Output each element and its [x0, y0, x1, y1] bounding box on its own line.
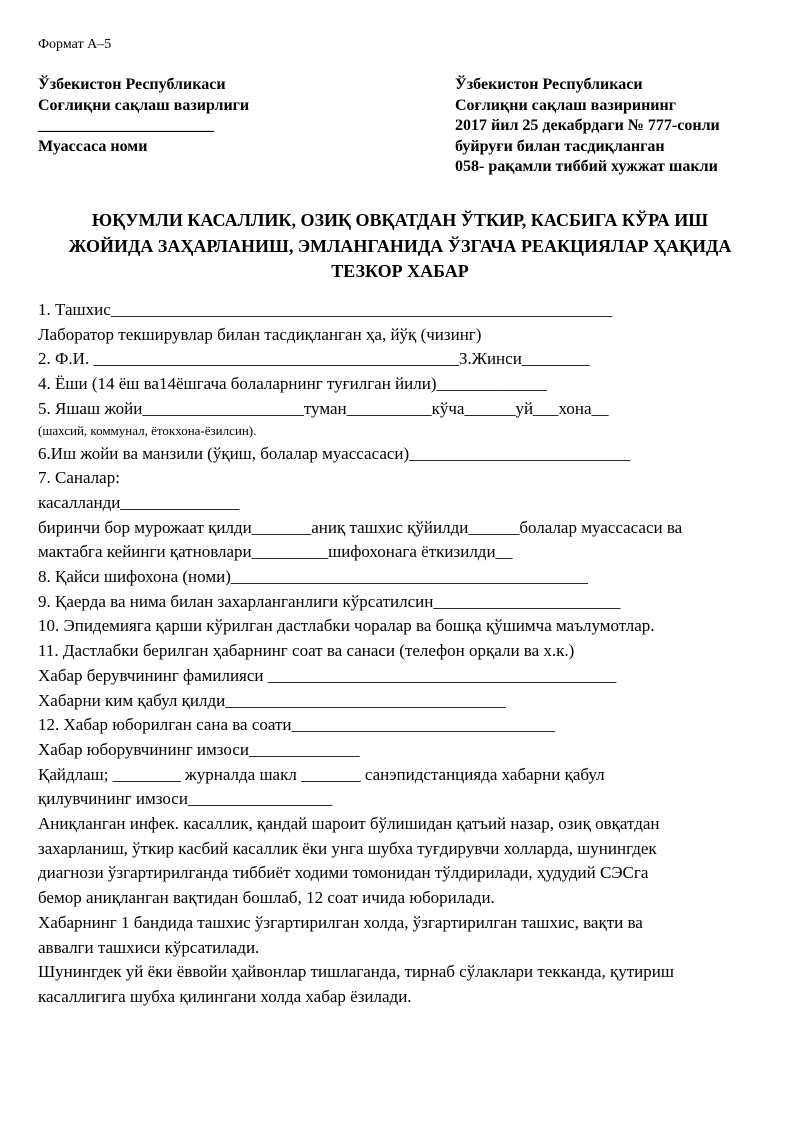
field-poisoning: 9. Қаерда ва нима билан захарланганлиги кўрсатилсин______________________ — [38, 591, 621, 611]
title-line-2: ЖОЙИДА ЗАҲАРЛАНИШ, ЭМЛАНГАНИДА ЎЗГАЧА РЕАКЦИЯЛАР ҲАҚИДА — [68, 235, 732, 256]
field-received-by: Хабарни ким қабул қилди_________________________________ — [38, 690, 506, 710]
field-school-attendance: мактабга кейинги қатновлари_________шифохонага ёткизилди__ — [38, 542, 513, 562]
field-receiver-signature: қилувчининг имзоси_________________ — [38, 789, 333, 809]
field-fell-ill: касалланди______________ — [38, 492, 240, 512]
title-line-1: ЮҚУМЛИ КАСАЛЛИК, ОЗИҚ ОВҚАТДАН ЎТКИР, КАСБИГА КЎРА ИШ — [91, 210, 709, 230]
header-left-blank-line: ______________________ — [38, 117, 214, 134]
field-reporter-surname: Хабар берувчининг фамилияси _________________________________________ — [38, 665, 617, 685]
header-left-block — [38, 75, 398, 157]
header-right-block — [455, 75, 785, 178]
header-left-republic: Ўзбекистон Республикаси — [38, 76, 226, 93]
lab-confirmation: Лаборатор текширувлар билан тасдиқланган ҳа, йўқ (чизинг) — [38, 324, 482, 344]
note-line-2: захарланиш, ўткир касбий касаллик ёки унга шубха туғдирувчи холларда, шунингдек — [38, 838, 657, 858]
field-age: 4. Ёши (14 ёш ва14ёшгача болаларнинг туғилган йили)_____________ — [38, 374, 547, 394]
note-line-5: Хабарнинг 1 бандида ташхис ўзгартирилган холда, ўзгартирилган ташхис, вақти ва — [38, 912, 643, 932]
header-right-minister: Соғлиқни сақлаш вазирининг — [455, 96, 676, 114]
header-right-form-number: 058- рақамли тиббий хужжат шакли — [455, 158, 718, 175]
field-measures: 10. Эпидемияга қарши кўрилган дастлабки чоралар ва бошқа қўшимча маълумотлар. — [38, 616, 655, 636]
field-registration: Қайдлаш; ________ журналда шакл _______ санэпидстанцияда хабарни қабул — [38, 764, 605, 784]
header-right-approved: буйруғи билан тасдиқланган — [455, 137, 665, 155]
format-label: Формат А–5 — [38, 37, 112, 52]
field-diagnosis: 1. Ташхис___________________________________________________________ — [38, 300, 613, 319]
field-hospital: 8. Қайси шифохона (номи)__________________________________________ — [38, 567, 588, 587]
header-right-order-date: 2017 йил 25 декабрдаги № 777-сонли — [455, 117, 720, 134]
field-first-visit: биринчи бор мурожаат қилди_______аниқ ташхис қўйилди______болалар муассасаси ва — [38, 517, 683, 537]
document-title — [30, 208, 770, 285]
note-line-3: диагнози ўзгартирилганда тиббиёт ходими томонидан тўлдирилади, ҳудудий СЭСга — [38, 863, 649, 883]
field-sender-signature: Хабар юборувчининг имзоси_____________ — [38, 739, 360, 759]
field-name-gender: 2. Ф.И. ___________________________________________З.Жинси________ — [38, 349, 590, 369]
dates-heading: 7. Саналар: — [38, 468, 120, 488]
residence-note: (шахсий, коммунал, ётокхона-ёзилсин). — [38, 422, 257, 438]
field-initial-report: 11. Дастлабки берилган ҳабарнинг соат ва санаси (телефон орқали ва х.к.) — [38, 641, 575, 661]
title-line-3: ТЕЗКОР ХАБАР — [331, 261, 469, 281]
note-line-1: Аниқланган инфек. касаллик, қандай шароит бўлишидан қатъий назар, озиқ овқатдан — [38, 814, 660, 834]
note-line-6: аввалги ташхиси кўрсатилади. — [38, 937, 260, 957]
field-workplace: 6.Иш жойи ва манзили (ўқиш, болалар муассасаси)__________________________ — [38, 443, 631, 463]
field-sent-datetime: 12. Хабар юборилган сана ва соати_______________________________ — [38, 715, 556, 735]
field-residence: 5. Яшаш жойи___________________туман__________кўча______уй___хона__ — [38, 398, 609, 418]
note-line-8: касаллигига шубха қилингани холда хабар ёзилади. — [38, 986, 412, 1006]
header-left-institution-name: Муассаса номи — [38, 137, 148, 155]
header-right-republic: Ўзбекистон Республикаси — [455, 76, 643, 93]
note-line-7: Шунингдек уй ёки ёввойи ҳайвонлар тишлаганда, тирнаб сўлаклари текканда, қутириш — [38, 962, 674, 982]
form-body — [38, 298, 760, 1010]
header-left-ministry: Соғлиқни сақлаш вазирлиги — [38, 96, 250, 114]
note-line-4: бемор аниқланган вақтидан бошлаб, 12 соат ичида юборилади. — [38, 888, 495, 908]
